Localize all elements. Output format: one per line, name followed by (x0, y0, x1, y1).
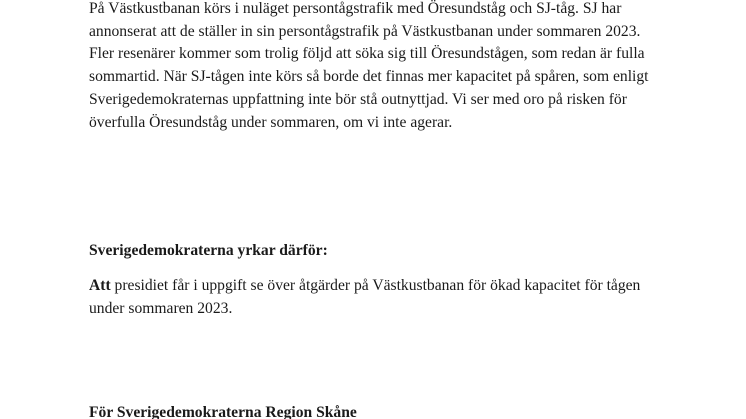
demand-keyword: Att (89, 277, 111, 294)
demand-heading: Sverigedemokraterna yrkar därför: (89, 242, 328, 259)
demand-text: presidiet får i uppgift se över åtgärder på Västkustbanan för ökad kapacitet för tågen under sommaren 2023. (89, 277, 641, 317)
signature-line: För Sverigedemokraterna Region Skåne (89, 404, 357, 419)
body-paragraph: På Västkustbanan körs i nuläget persontågstrafik med Öresundståg och SJ-tåg. SJ har annonserat att de ställer in sin persontågstrafik på Västkustbanan under sommaren 2023. Fler resenärer kommer som trolig följd att söka sig till Öresundstågen, som redan är fulla sommartid. När SJ-tågen inte körs så borde det finnas mer kapacitet på spåren, som enligt Sverigedemokraternas uppfattning inte bör stå outnyttjad. Vi ser med oro på risken för överfulla Öresundståg under sommaren, om vi inte agerar. (89, 0, 649, 131)
demand-paragraph (89, 275, 679, 320)
